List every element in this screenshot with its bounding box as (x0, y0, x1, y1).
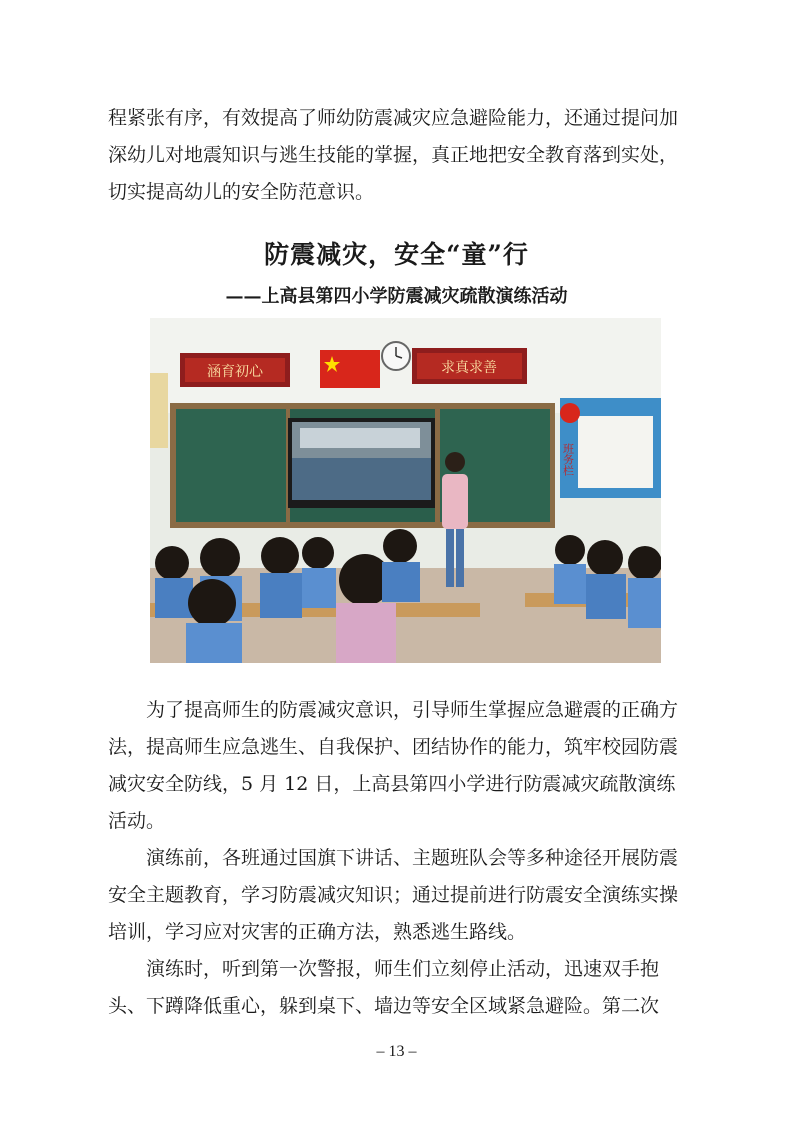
clock-icon (382, 342, 410, 370)
flag-icon (320, 350, 380, 388)
display-screen (288, 418, 435, 508)
page-number: – 13 – (376, 1043, 417, 1060)
classroom-photo (150, 318, 661, 663)
body-paragraph: 演练时，听到第一次警报，师生们立刻停止活动，迅速双手抱头、下蹲降低重心，躲到桌下、墙边等安全区域紧急避险。第二次 (108, 958, 660, 1017)
svg-text:涵育初心: 涵育初心 (207, 364, 263, 380)
article-title: 防震减灾，安全“童”行 (264, 240, 529, 269)
article-subtitle: ——上高县第四小学防震减灾疏散演练活动 (225, 286, 568, 307)
body-paragraph: 演练前，各班通过国旗下讲话、主题班队会等多种途径开展防震安全主题教育，学习防震减灾知识；通过提前进行防震安全演练实操培训，学习应对灾害的正确方法，熟悉逃生路线。 (108, 847, 679, 943)
svg-text:班务栏: 班务栏 (561, 443, 575, 476)
banner-right (412, 348, 527, 384)
bulletin-board (560, 398, 661, 498)
svg-text:求真求善: 求真求善 (441, 360, 497, 376)
body-paragraph: 为了提高师生的防震减灾意识，引导师生掌握应急避震的正确方法，提高师生应急逃生、自我保护、团结协作的能力，筑牢校园防震减灾安全防线，5 月 12 日，上高县第四小学进行防震减灾疏散演练活动。 (108, 699, 679, 832)
intro-paragraph: 程紧张有序，有效提高了师幼防震减灾应急避险能力，还通过提问加深幼儿对地震知识与逃生技能的掌握，真正地把安全教育落到实处，切实提高幼儿的安全防范意识。 (108, 107, 679, 203)
banner-left (180, 353, 290, 387)
